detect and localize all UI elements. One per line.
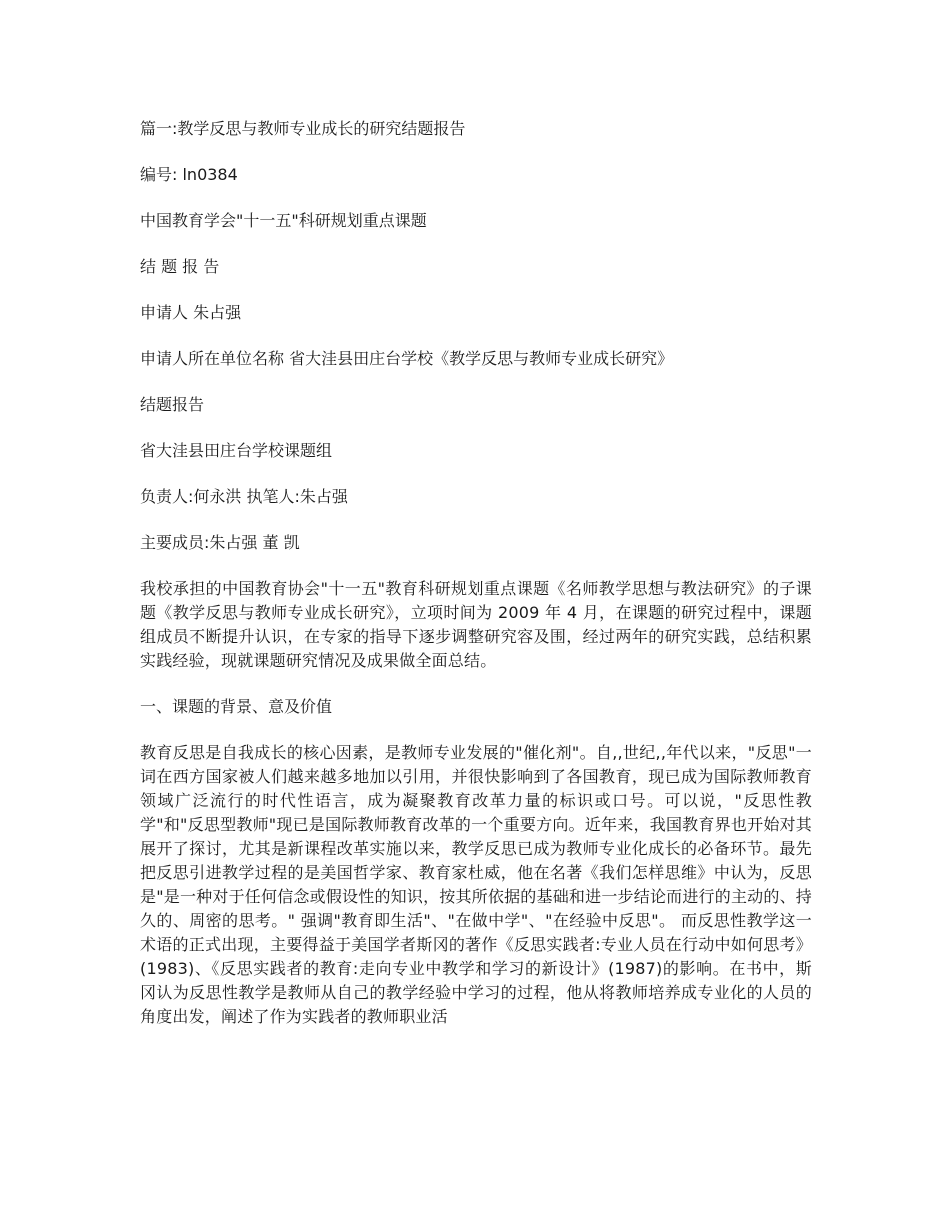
section-heading: 一、课题的背景、意及价值 bbox=[140, 697, 333, 716]
applicant: 申请人 朱占强 bbox=[140, 303, 242, 322]
report-label: 结题报告 bbox=[140, 395, 205, 414]
section-body-paragraph: 教育反思是自我成长的核心因素，是教师专业发展的"催化剂"。自,,世纪,,年代以来，"反思"一词在西方国家被人们越来越多地加以引用，并很快影响到了各国教育，现已成为国际教师教育领域广泛流行的时代性语言，成为凝聚教育改革力量的标识或口号。可以说，"反思性教学"和"反思型教师"现已是国际教师教育改革的一个重要方向。近年来，我国教育界也开始对其展开了探讨，尤其是新课程改革实施以来，教学反思已成为教师专业化成长的必备环节。最先把反思引进教学过程的是美国哲学家、教育家杜威，他在名著《我们怎样思维》中认为，反思是"是一种对于任何信念或假设性的知识，按其所依据的基础和进一步结论而进行的主动的、持久的、周密的思考。" 强调"教育即生活"、"在做中学"、"在经验中反思"。 而反思性教学这一术语的正式出现，主要得益于美国学者斯冈的著作《反思实践者:专业人员在行动中如何思考》(1983)、《反思实践者的教育:走向专业中教学和学习的新设计》(1987)的影响。在书中，斯冈认为反思性教学是教师从自己的教学经验中学习的过程，他从将教师培养成专业化的人员的角度出发，阐述了作为实践者的教师职业活 bbox=[140, 743, 812, 1026]
program-name: 中国教育学会"十一五"科研规划重点课题 bbox=[140, 211, 427, 230]
document-page bbox=[140, 117, 812, 1029]
document-title: 篇一:教学反思与教师专业成长的研究结题报告 bbox=[140, 119, 466, 138]
applicant-unit: 申请人所在单位名称 省大洼县田庄台学校《教学反思与教师专业成长研究》 bbox=[140, 349, 674, 368]
research-group: 省大洼县田庄台学校课题组 bbox=[140, 441, 333, 460]
leader-writer: 负责人:何永洪 执笔人:朱占强 bbox=[140, 487, 348, 506]
document-code: 编号: ln0384 bbox=[140, 165, 238, 184]
intro-paragraph: 我校承担的中国教育协会"十一五"教育科研规划重点课题《名师教学思想与教法研究》的子课题《教学反思与教师专业成长研究》，立项时间为 2009 年 4 月，在课题的研究过程中，课题组成员不断提升认识，在专家的指导下逐步调整研究容及围，经过两年的研究实践，总结积累实践经验，现就课题研究情况及成果做全面总结。 bbox=[140, 579, 812, 670]
report-type: 结 题 报 告 bbox=[140, 257, 220, 276]
main-members: 主要成员:朱占强 董 凯 bbox=[140, 533, 300, 552]
